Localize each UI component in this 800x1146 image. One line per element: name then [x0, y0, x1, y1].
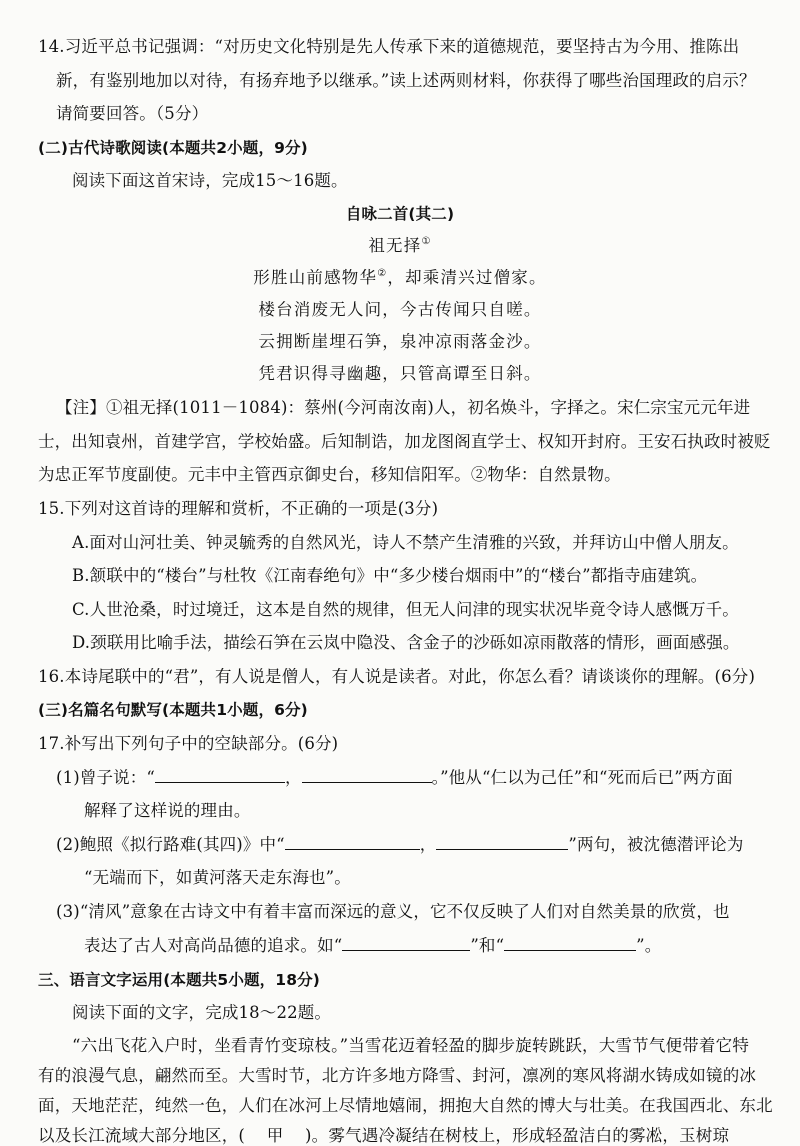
- q17-item-2-b: ”两句，被沈德潜评论为: [568, 835, 744, 854]
- q17-item-1-a: (1)曾子说：“: [56, 768, 156, 787]
- q16-stem: 16.本诗尾联中的“君”，有人说是僧人，有人说是读者。对此，你怎么看？请谈谈你的理解。(6分): [38, 667, 756, 686]
- part-3-instruction: 阅读下面的文字，完成18～22题。: [72, 1003, 332, 1022]
- q17-item-1-sep: ，: [285, 768, 302, 787]
- poem-line-1-a: 形胜山前感物华: [253, 268, 378, 287]
- q17-item-3-mid: ”和“: [470, 936, 505, 955]
- q14-line-3: 请简要回答。（5分）: [56, 104, 209, 123]
- poem-line-1: [0, 268, 800, 288]
- q17-item-2-sep: ，: [419, 835, 437, 854]
- poem-line-1-note-mark: ②: [377, 268, 388, 279]
- poem-author-name: 祖无择: [368, 236, 422, 255]
- poem-author-note-mark: ①: [421, 236, 432, 247]
- q15-option-c: C.人世沧桑，时过境迁，这本是自然的规律，但无人问津的现实状况毕竟令诗人感慨万千。: [72, 600, 739, 619]
- section-3-heading: (三)名篇名句默写(本题共1小题，6分): [38, 701, 308, 719]
- q17-blank-4[interactable]: [436, 835, 568, 850]
- passage-line-1: “六出飞花入户时，坐看青竹变琼枝。”当雪花迈着轻盈的脚步旋转跳跃，大雪节气便带着它特: [72, 1036, 750, 1055]
- q17-item-1-b: 。”他从“仁以为己任”和“死而后已”两方面: [431, 768, 733, 787]
- passage-line-4-b: )。雾气遇冷凝结在树枝上，形成轻盈洁白的雾凇，玉树琼: [305, 1126, 730, 1145]
- q17-blank-3[interactable]: [285, 835, 420, 850]
- q17-item-3: (3)“清风”意象在古诗文中有着丰富而深远的意义，它不仅反映了人们对自然美景的欣赏，也: [56, 902, 730, 921]
- q15-stem: 15.下列对这首诗的理解和赏析，不正确的一项是(3分): [38, 499, 439, 518]
- q15-option-a: A.面对山河壮美、钟灵毓秀的自然风光，诗人不禁产生清雅的兴致，并拜访山中僧人朋友。: [72, 533, 739, 552]
- note-line-1: 【注】①祖无择(1011－1084)：蔡州(今河南汝南)人，初名焕斗，字择之。宋仁宗宝元元年进: [56, 398, 751, 417]
- q17-item-2-cont: “无端而下，如黄河落天走东海也”。: [84, 868, 351, 887]
- poem-title: 自咏二首(其二): [345, 205, 455, 223]
- part-3-heading: 三、语言文字运用(本题共5小题，18分): [38, 971, 321, 989]
- q17-stem: 17.补写出下列句子中的空缺部分。(6分): [38, 734, 339, 753]
- q17-blank-1[interactable]: [155, 768, 285, 783]
- q17-item-1-cont: 解释了这样说的理由。: [84, 801, 251, 820]
- q14-line-1: 14.习近平总书记强调：“对历史文化特别是先人传承下来的道德规范，要坚持古为今用、推陈出: [38, 37, 740, 56]
- q17-item-2: [56, 835, 743, 855]
- q17-item-1: [56, 768, 733, 788]
- poem-line-1-b: ，却乘清兴过僧家。: [387, 268, 547, 287]
- q14-line-2: 新，有鉴别地加以对待，有扬弃地予以继承。”读上述两则材料，你获得了哪些治国理政的启示？: [56, 71, 756, 90]
- poem-line-2: 楼台消废无人问，今古传闻只自嗟。: [258, 300, 542, 319]
- q17-blank-6[interactable]: [504, 936, 636, 951]
- q17-item-2-a: (2)鲍照《拟行路难(其四)》中“: [56, 835, 285, 854]
- poem-line-4: 凭君识得寻幽趣，只管高谭至日斜。: [258, 364, 542, 383]
- note-line-2: 士，出知袁州，首建学宫，学校始盛。后知制诰，加龙图阁直学士、权知开封府。王安石执政时被贬: [38, 432, 771, 451]
- q17-blank-2[interactable]: [302, 768, 432, 783]
- q17-item-3-b: 表达了古人对高尚品德的追求。如“: [84, 936, 343, 955]
- q15-option-b: B.颔联中的“楼台”与杜牧《江南春绝句》中“多少楼台烟雨中”的“楼台”都指寺庙建筑。: [72, 566, 708, 585]
- passage-line-3: 面，天地茫茫，纯然一色，人们在冰河上尽情地嬉闹，拥抱大自然的博大与壮美。在我国西北、东北: [38, 1096, 773, 1115]
- passage-line-2: 有的浪漫气息，翩然而至。大雪时节，北方许多地方降雪、封河，凛冽的寒风将湖水铸成如镜的冰: [38, 1066, 757, 1085]
- section-2-heading: (二)古代诗歌阅读(本题共2小题，9分): [38, 139, 308, 157]
- q17-item-3-cont: [84, 936, 661, 956]
- poem-author: [0, 236, 800, 256]
- passage-line-4: [38, 1126, 729, 1146]
- q15-option-d: D.颈联用比喻手法，描绘石笋在云岚中隐没、含金子的沙砾如凉雨散落的情形，画面感强。: [72, 633, 740, 652]
- section-2-instruction: 阅读下面这首宋诗，完成15～16题。: [72, 171, 348, 190]
- passage-blank-jia[interactable]: 甲: [266, 1126, 284, 1145]
- note-line-3: 为忠正军节度副使。元丰中主管西京御史台，移知信阳军。②物华：自然景物。: [38, 465, 621, 484]
- poem-line-3: 云拥断崖埋石笋，泉冲凉雨落金沙。: [258, 332, 542, 351]
- passage-line-4-a: 以及长江流域大部分地区，(: [38, 1126, 246, 1145]
- q17-item-3-end: ”。: [636, 936, 662, 955]
- q17-blank-5[interactable]: [342, 936, 470, 951]
